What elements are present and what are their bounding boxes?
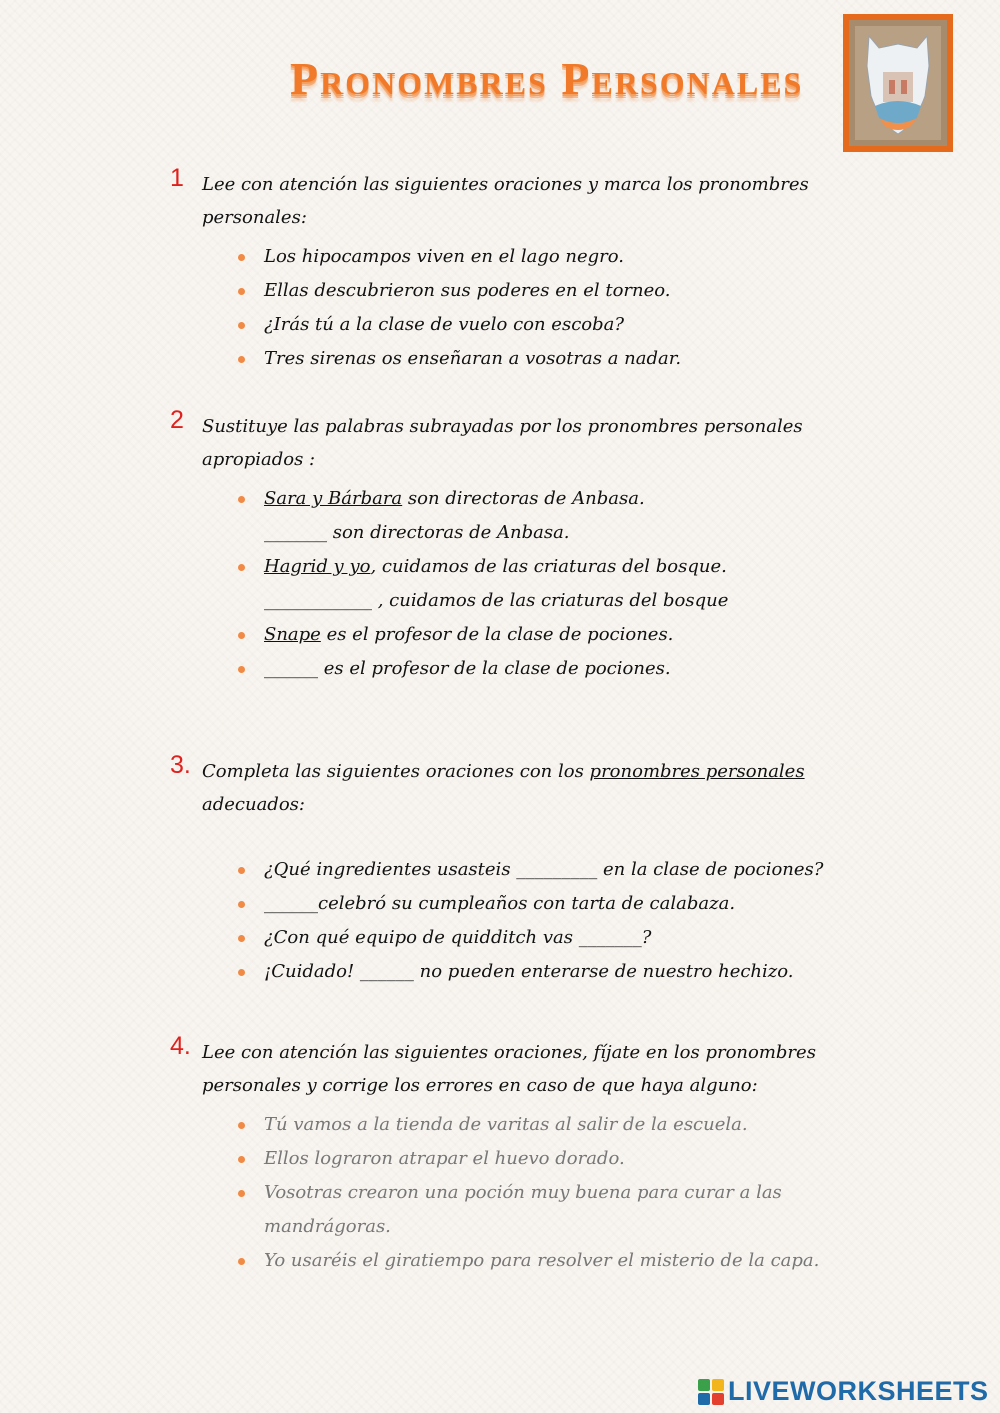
- instruction-text: Completa las siguientes oraciones con los: [202, 761, 590, 782]
- list-item[interactable]: ¿Con qué equipo de quidditch vas _______?: [170, 921, 850, 955]
- list-item: [170, 550, 850, 618]
- list-item[interactable]: ______ es el profesor de la clase de pociones.: [170, 652, 850, 686]
- sentence-rest: es el profesor de la clase de pociones.: [320, 624, 674, 645]
- section-number: 1: [170, 164, 184, 192]
- section-1: [170, 164, 850, 376]
- section-2: [170, 406, 850, 686]
- list-item[interactable]: Tres sirenas os enseñaran a vosotras a nadar.: [170, 342, 850, 376]
- list-item[interactable]: Los hipocampos viven en el lago negro.: [170, 240, 850, 274]
- sentence-rest: son directoras de Anbasa.: [402, 488, 645, 509]
- list-item[interactable]: ¿Irás tú a la clase de vuelo con escoba?: [170, 308, 850, 342]
- underlined-words: Sara y Bárbara: [264, 488, 403, 509]
- section-instruction: Lee con atención las siguientes oraciones, fíjate en los pronombres personales y corrige los errores en caso de que haya alguno:: [202, 1042, 816, 1096]
- section-number: 3.: [170, 751, 191, 779]
- list-item[interactable]: Tú vamos a la tienda de varitas al salir de la escuela.: [170, 1108, 850, 1142]
- instruction-text: adecuados:: [202, 794, 305, 815]
- section-3: [170, 751, 850, 989]
- section-instruction: [202, 755, 850, 821]
- sentence-rest: , cuidamos de las criaturas del bosque: [372, 590, 729, 611]
- list-item[interactable]: Ellos lograron atrapar el huevo dorado.: [170, 1142, 850, 1176]
- section-4: [170, 1032, 850, 1278]
- item-list: [170, 240, 850, 376]
- underlined-words: pronombres personales: [589, 761, 805, 782]
- list-item[interactable]: ¡Cuidado! ______ no pueden enterarse de nuestro hechizo.: [170, 955, 850, 989]
- page-title: Pronombres Personales: [290, 53, 804, 104]
- list-item[interactable]: Vosotras crearon una poción muy buena para curar a las mandrágoras.: [170, 1176, 850, 1244]
- list-item[interactable]: Yo usaréis el giratiempo para resolver el misterio de la capa.: [170, 1244, 850, 1278]
- logo-icon: [698, 1379, 724, 1405]
- item-list: [170, 482, 850, 686]
- list-item: [170, 618, 850, 652]
- underlined-words: Snape: [264, 624, 321, 645]
- liveworksheets-logo[interactable]: [698, 1376, 989, 1407]
- answer-blank[interactable]: ____________: [264, 590, 372, 611]
- sentence-rest: , cuidamos de las criaturas del bosque.: [370, 556, 727, 577]
- list-item[interactable]: ¿Qué ingredientes usasteis _________ en la clase de pociones?: [170, 853, 850, 887]
- answer-line: [264, 516, 850, 550]
- list-item: [170, 482, 850, 550]
- answer-line: [264, 584, 850, 618]
- section-instruction: Lee con atención las siguientes oraciones y marca los pronombres personales:: [202, 174, 809, 228]
- item-list: [170, 853, 850, 989]
- brand-name: LIVEWORKSHEETS: [728, 1376, 989, 1406]
- crest-picture-frame: [843, 14, 953, 152]
- section-number: 2: [170, 406, 184, 434]
- section-instruction: Sustituye las palabras subrayadas por los pronombres personales apropiados :: [202, 416, 803, 470]
- list-item[interactable]: Ellas descubrieron sus poderes en el torneo.: [170, 274, 850, 308]
- list-item[interactable]: ______celebró su cumpleaños con tarta de calabaza.: [170, 887, 850, 921]
- answer-blank[interactable]: _______: [264, 522, 327, 543]
- item-list: [170, 1108, 850, 1278]
- crest-image: [855, 26, 941, 140]
- section-number: 4.: [170, 1032, 191, 1060]
- underlined-words: Hagrid y yo: [264, 556, 371, 577]
- sentence-rest: son directoras de Anbasa.: [327, 522, 570, 543]
